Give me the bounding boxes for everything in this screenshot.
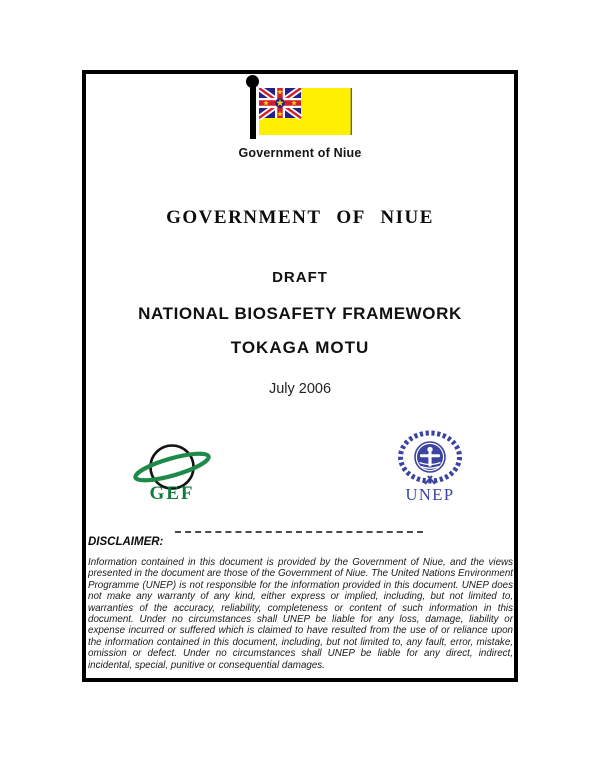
flagpole xyxy=(250,84,256,139)
draft-label: DRAFT xyxy=(272,269,328,286)
gef-logo-label: GEF xyxy=(149,483,195,504)
figure-arms xyxy=(420,454,440,457)
niue-flag xyxy=(259,88,352,135)
figure-head xyxy=(427,447,432,452)
unep-logo-icon xyxy=(394,429,466,487)
unep-logo-label: UNEP xyxy=(405,485,455,504)
document-subtitle: TOKAGA MOTU xyxy=(230,338,370,357)
disclaimer-text: Information contained in this document is provided by the Government of Niue, and the views presented in the document are those of the Government of Niue. The United Nations Environment Programme (UNEP) is not responsible for the information provided in this document. UNEP does not make any warranty of any kind, either express or implied, including, but not limited to, warranties of the accuracy, reliability, completeness or content of such information in this document. Under no circumstances shall UNEP be liable for any loss, damage, liability or expense incurred or suffered which is claimed to have resulted from the use of or reliance upon the information contained in this document, including, but not limited to, any fault, error, mistake, omission or defect. Under no circumstances shall UNEP be liable for any direct, indirect, incidental, special, punitive or consequential damages. xyxy=(88,557,513,671)
dashed-separator xyxy=(175,531,423,533)
government-heading: GOVERNMENT OF NIUE xyxy=(166,207,434,228)
document-title: NATIONAL BIOSAFETY FRAMEWORK xyxy=(138,304,462,323)
disclaimer-heading: DISCLAIMER: xyxy=(88,536,164,548)
union-jack-canton xyxy=(259,88,301,118)
document-date: July 2006 xyxy=(268,381,332,397)
flag-edge-shadow xyxy=(351,88,352,135)
flag-caption: Government of Niue xyxy=(238,146,362,160)
